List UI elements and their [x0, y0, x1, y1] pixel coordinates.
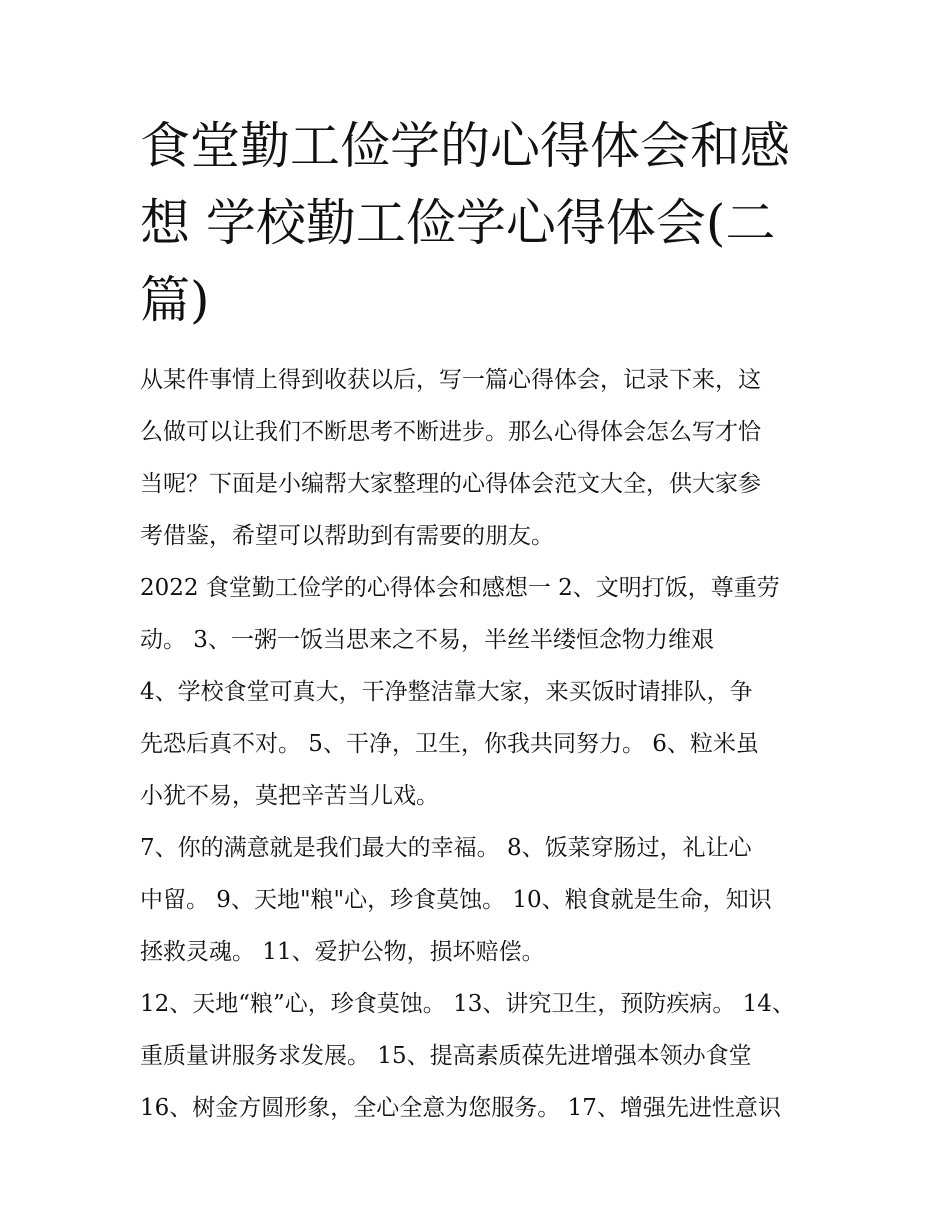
text-line: 么做可以让我们不断思考不断进步。那么心得体会怎么写才恰 [140, 419, 761, 445]
document-body [140, 354, 830, 1134]
text-line: 4、学校食堂可真大，干净整洁靠大家，来买饭时请排队，争 [140, 679, 753, 705]
text-line: 16、树金方圆形象，全心全意为您服务。 17、增强先进性意识 [140, 1095, 781, 1121]
text-line: 7、你的满意就是我们最大的幸福。 8、饭菜穿肠过，礼让心 [140, 835, 752, 861]
text-line: 重质量讲服务求发展。 15、提高素质葆先进增强本领办食堂 [140, 1043, 752, 1069]
text-line: 动。 3、一粥一饭当思来之不易，半丝半缕恒念物力维艰 [140, 627, 714, 653]
document-title [140, 108, 830, 339]
paragraph [140, 978, 830, 1134]
paragraph [140, 822, 830, 978]
intro-paragraph [140, 354, 830, 562]
text-line: 先恐后真不对。 5、干净，卫生，你我共同努力。 6、粒米虽 [140, 731, 759, 757]
text-line: 小犹不易，莫把辛苦当儿戏。 [140, 783, 439, 809]
text-line: 考借鉴，希望可以帮助到有需要的朋友。 [140, 523, 554, 549]
text-line: 12、天地“粮”心，珍食莫蚀。 13、讲究卫生，预防疾病。 14、 [140, 991, 795, 1017]
title-line: 篇) [140, 271, 210, 329]
paragraph [140, 562, 830, 666]
title-line: 想 学校勤工俭学心得体会(二 [140, 194, 776, 252]
text-line: 拯救灵魂。 11、爱护公物，损坏赔偿。 [140, 939, 545, 965]
text-line: 中留。 9、天地"粮"心，珍食莫蚀。 10、粮食就是生命，知识 [140, 887, 772, 913]
text-line: 从某件事情上得到收获以后，写一篇心得体会，记录下来，这 [140, 367, 761, 393]
text-line: 2022 食堂勤工俭学的心得体会和感想一 2、文明打饭，尊重劳 [140, 575, 780, 601]
paragraph [140, 666, 830, 822]
text-line: 当呢？下面是小编帮大家整理的心得体会范文大全，供大家参 [140, 471, 761, 497]
title-line: 食堂勤工俭学的心得体会和感 [140, 117, 790, 175]
